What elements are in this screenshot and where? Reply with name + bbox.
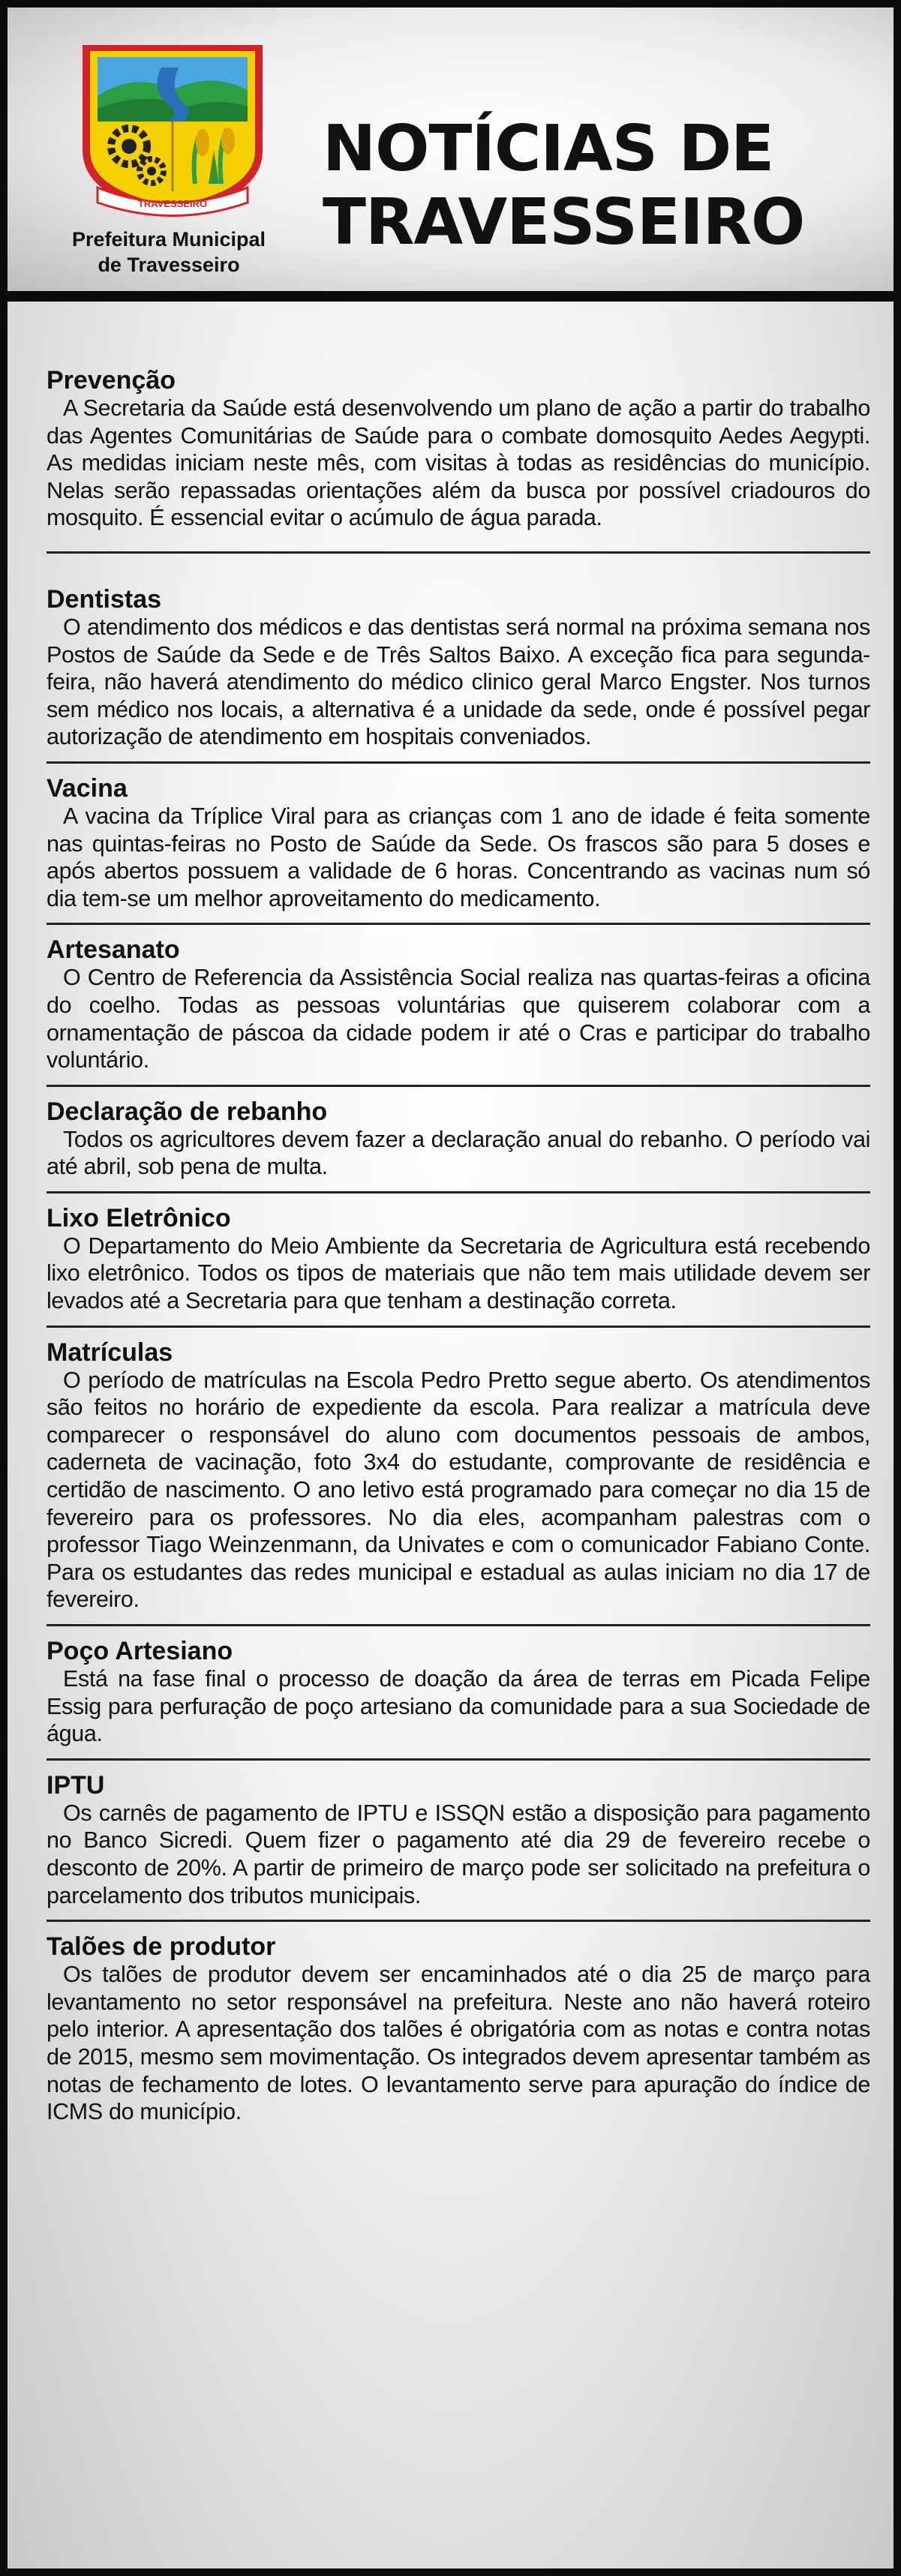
page-title-line-2: TRAVESSEIRO (323, 185, 805, 260)
article-declaracao-rebanho (47, 1097, 870, 1181)
article-title: Dentistas (47, 584, 162, 614)
article-title: Poço Artesiano (47, 1637, 233, 1665)
news-content (47, 366, 870, 2126)
section-divider (47, 1191, 870, 1193)
article-body: Os carnês de pagamento de IPTU e ISSQN estão a disposição para pagamento no Banco Sicredi. Quem fizer o pagamento até dia 29 de fevereiro recebe o desconto de 20%. A partir de primeiro de março pode ser solicitado na prefeitura o parcelamento dos tributos municipais. (47, 1800, 870, 1908)
article-body: Está na fase final o processo de doação da área de terras em Picada Felipe Essig para perfuração de poço artesiano da comunidade para a sua Sociedade de água. (47, 1666, 870, 1747)
article-body: A vacina da Tríplice Viral para as crianças com 1 ano de idade é feita somente nas quintas-feiras no Posto de Saúde da Sede. Os frascos são para 5 doses e após abertos possuem a validade de 6 horas. Concentrando as vacinas num só dia tem-se um melhor aproveitamento do medicamento. (47, 803, 870, 911)
municipality-name (53, 227, 285, 278)
article-title: Artesanato (47, 935, 180, 965)
municipality-line-2: de Travesseiro (98, 254, 240, 276)
article-body: O atendimento dos médicos e das dentistas será normal na próxima semana nos Postos de Saúde da Sede e de Três Saltos Baixo. A exceção fica para segunda-feira, não haverá atendimento do médico clinico geral Marco Engster. Nos turnos sem médico nos locais, a alternativa é a unidade da sede, onde é possível pegar autorização de atendimento em hospitais conveniados. (47, 614, 870, 750)
article-prevencao (47, 366, 870, 532)
page-title-line-1: NOTÍCIAS DE (323, 112, 774, 186)
article-title: Vacina (47, 773, 128, 803)
crest-banner-text (68, 38, 278, 225)
article-vacina (47, 774, 870, 912)
article-body: Todos os agricultores devem fazer a declaração anual do rebanho. O período vai até abril, sob pena de multa. (47, 1126, 870, 1180)
section-divider (47, 1624, 870, 1626)
section-divider (47, 1326, 870, 1328)
section-divider (47, 1085, 870, 1087)
article-body: A Secretaria da Saúde está desenvolvendo um plano de ação a partir do trabalho das Agentes Comunitárias de Saúde para o combate domosquito Aedes Aegypti. As medidas iniciam neste mês, com visitas à todas as residências do município. Nelas serão repassadas orientações além da busca por possível criadouros do mosquito. É essencial evitar o acúmulo de água parada. (47, 395, 870, 531)
crest-banner-label: TRAVESSEIRO (137, 198, 208, 209)
page-title (323, 113, 804, 260)
article-lixo-eletronico (47, 1204, 870, 1315)
section-divider (47, 1920, 870, 1922)
article-iptu (47, 1771, 870, 1909)
article-body: O Departamento do Meio Ambiente da Secretaria de Agricultura está recebendo lixo eletrônico. Todos os tipos de materiais que não tem mais utilidade devem ser levados até a Secretaria para que tenham a destinação correta. (47, 1232, 870, 1314)
article-dentistas (47, 585, 870, 751)
article-title: IPTU (47, 1770, 105, 1800)
article-title: Matrículas (47, 1338, 173, 1367)
article-title: Lixo Eletrônico (47, 1203, 231, 1232)
article-taloes-produtor (47, 1932, 870, 2126)
section-divider (47, 551, 870, 554)
article-title: Declaração de rebanho (47, 1097, 328, 1126)
article-poco-artesiano (47, 1637, 870, 1748)
section-divider (47, 923, 870, 925)
masthead-header (8, 8, 893, 302)
article-title: Prevenção (47, 366, 176, 395)
municipality-line-1: Prefeitura Municipal (71, 228, 266, 251)
article-body: Os talões de produtor devem ser encaminhados até o dia 25 de março para levantamento no setor responsável na prefeitura. Neste ano não haverá roteiro pelo interior. A apresentação dos talões é obrigatória com as notas e contra notas de 2015, mesmo sem movimentação. Os integrados devem apresentar também as notas de fechamento de lotes. O levantamento serve para apuração do índice de ICMS do município. (47, 1962, 870, 2125)
article-matriculas (47, 1338, 870, 1614)
section-divider (47, 761, 870, 764)
article-title: Talões de produtor (47, 1932, 276, 1962)
article-body: O Centro de Referencia da Assistência Social realiza nas quartas-feiras a oficina do coelho. Todas as pessoas voluntárias que quiserem colaborar com a ornamentação de páscoa da cidade podem ir até o Cras e participar do trabalho voluntário. (47, 965, 870, 1073)
section-divider (47, 1758, 870, 1761)
article-artesanato (47, 935, 870, 1073)
article-body: O período de matrículas na Escola Pedro Pretto segue aberto. Os atendimentos são feitos no horário de expediente da escola. Para realizar a matrícula deve comparecer o responsável do aluno com documentos pessoais de ambos, caderneta de vacinação, foto 3x4 do estudante, comprovante de residência e certidão de nascimento. O ano letivo está programado para começar no dia 15 de fevereiro para os professores. No dia eles, acompanham palestras com o professor Tiago Weinzenmann, da Univates e com o comunicador Fabiano Conte. Para os estudantes das redes municipal e estadual as aulas iniciam no dia 17 de fevereiro. (47, 1367, 870, 1613)
